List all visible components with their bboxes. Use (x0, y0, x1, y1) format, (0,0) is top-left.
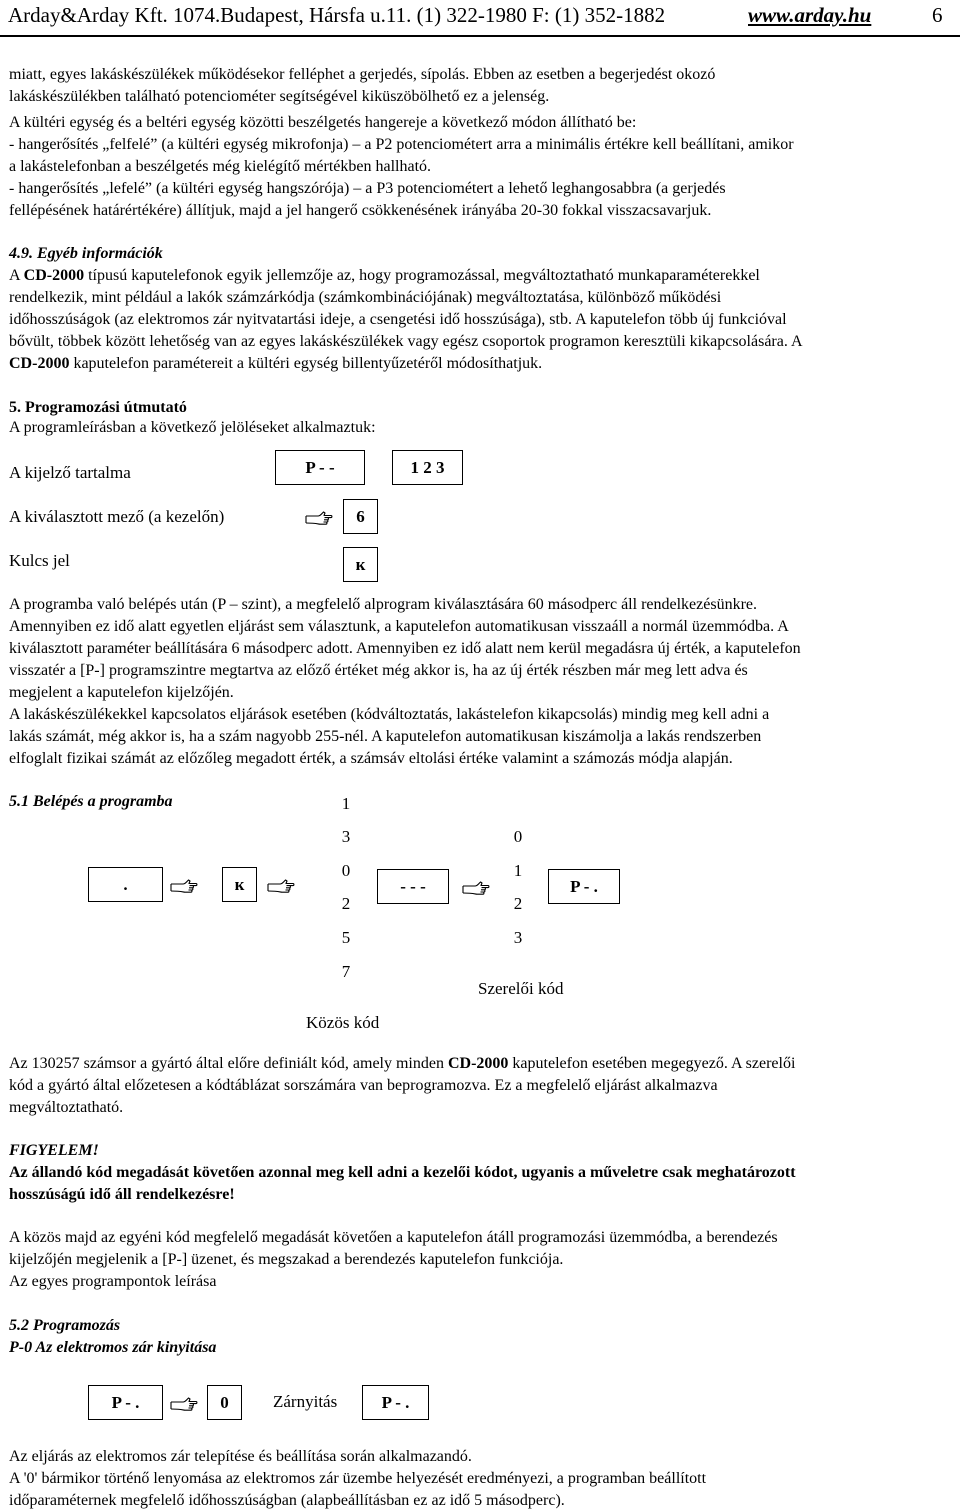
s49-line: A CD-2000 típusú kaputelefonok egyik jellemzője az, hogy programozással, megváltoztatható munkaparaméterekkel (9, 267, 760, 284)
legend-selected-label: A kiválasztott mező (a kezelőn) (9, 507, 225, 526)
s51-p1-line: kód a gyártó által előzetesen a kódtáblázat sorszámára van beprogramozva. Ez a megfelelő eljárást alkalmazva (9, 1077, 718, 1094)
p0-display-box: P - . (88, 1385, 163, 1420)
intro-line: lakáskészülékben található potenciométer segítségével kiküszöbölhető ez a jelenség. (9, 88, 550, 105)
s5-p1-line: kiválasztott paraméter beállítására 6 másodperc adott. Amennyiben ez idő alatt nem kerül megadásra új érték, a kaputelefon (9, 640, 801, 657)
legend-selected-box: 6 (343, 499, 378, 534)
s5-p1-line: visszatér a [P-] programszintre megtartva az előző értéket még akkor is, ha az új érték részben már meg lett adva és (9, 662, 748, 679)
installer-code-digit: 0 (513, 827, 523, 846)
pointing-hand-icon (305, 510, 333, 528)
legend-display-box: 1 2 3 (392, 450, 463, 485)
section-heading-5: 5. Programozási útmutató (9, 399, 187, 416)
intro-line: A kültéri egység és a beltéri egység közötti beszélgetés hangereje a következő módon állítható be: (9, 114, 637, 131)
intro-line: - hangerősítés „lefelé” (a kültéri egység hangszórója) – a P3 potenciométert a lehető leghangosabbra (a gerjedés (9, 180, 726, 197)
dash-display-box: - - - (377, 869, 449, 904)
common-code-digit: 3 (341, 827, 351, 846)
s5-p2-line: elfoglalt fizikai számát az előzőleg megadott érték, a számsáv eltolási értéke valamint a számozás módja alapján. (9, 750, 733, 767)
key-box: к (222, 867, 257, 902)
header-website-link[interactable]: www.arday.hu (748, 3, 872, 27)
section-heading-5-1: 5.1 Belépés a programba (9, 793, 173, 810)
section-heading-4-9: 4.9. Egyéb információk (9, 245, 163, 262)
intro-line: - hangerősítés „felfelé” (a kültéri egység mikrofonja) – a P2 potenciométert arra a minimális értékre kell beállítani, amikor (9, 136, 794, 153)
section-heading-5-2: 5.2 Programozás (9, 1317, 121, 1334)
pointing-hand-icon (462, 880, 490, 898)
common-code-digit: 0 (341, 861, 351, 880)
s52-line: A '0' bármikor történő lenyomása az elektromos zár üzembe helyezését eredményezi, a programban beállított (9, 1470, 707, 1487)
after-line: kijelzőjén megjelenik a [P-] üzenet, és megszakad a berendezés kaputelefon funkciója. (9, 1251, 564, 1268)
s49-line: CD-2000 kaputelefon paramétereit a kültéri egység billentyűzetéről módosíthatjuk. (9, 355, 543, 372)
subsection-heading-p0: P-0 Az elektromos zár kinyitása (9, 1339, 217, 1356)
header-company: Arday&Arday Kft. 1074.Budapest, Hársfa u.11. (1) 322-1980 F: (1) 352-1882 (8, 3, 666, 27)
installer-code-digit: 1 (513, 861, 523, 880)
s5-p1-line: Amennyiben ez idő alatt egyetlen eljárást sem választunk, a kaputelefon automatikusan visszaáll a normál üzemmódba. A (9, 618, 789, 635)
s5-p1-line: A programba való belépés után (P – szint), a megfelelő alprogram kiválasztására 60 másodperc áll rendelkezésünkre. (9, 596, 758, 613)
s5-intro: A programleírásban a következő jelöléseket alkalmaztuk: (9, 419, 376, 436)
s49-line: időhosszúságok (az elektromos zár nyitvatartási ideje, a csengetési idő hosszúsága), stb. A kaputelefon több új funkcióval (9, 311, 787, 328)
pointing-hand-icon (170, 878, 198, 896)
s52-line: Az eljárás az elektromos zár telepítése és beállítása során alkalmazandó. (9, 1448, 472, 1465)
result-display-box: P - . (548, 869, 620, 904)
common-code-digit: 5 (341, 928, 351, 947)
legend-key-label: Kulcs jel (9, 551, 70, 570)
s5-p2-line: A lakáskészülékekkel kapcsolatos eljárások esetében (kódváltoztatás, lakástelefon kikapcsolás) mindig meg kell adni a (9, 706, 770, 723)
after-line: Az egyes programpontok leírása (9, 1273, 217, 1290)
installer-code-label: Szerelői kód (478, 979, 564, 998)
p0-result-box: P - . (362, 1385, 429, 1420)
installer-code-digit: 2 (513, 894, 523, 913)
intro-line: fellépésének határértékére) állítjuk, majd a jel hangerő csökkenésének irányába 20-30 fokkal visszacsavarjuk. (9, 202, 712, 219)
s51-p1-line: megváltoztatható. (9, 1099, 124, 1116)
header-divider (0, 35, 960, 37)
pointing-hand-icon (267, 878, 295, 896)
p0-action-label: Zárnyitás (273, 1392, 338, 1411)
legend-display-label: A kijelző tartalma (9, 463, 131, 482)
s51-p1-line: Az 130257 számsor a gyártó által előre definiált kód, amely minden CD-2000 kaputelefon esetében megegyező. A szerelői (9, 1055, 796, 1072)
page-number: 6 (932, 3, 943, 27)
legend-display-box: P - - (275, 450, 365, 485)
common-code-digit: 1 (341, 794, 351, 813)
common-code-label: Közös kód (306, 1013, 380, 1032)
after-line: A közös majd az egyéni kód megfelelő megadását követően a kaputelefon átáll programozási üzemmódba, a berendezés (9, 1229, 778, 1246)
common-code-digit: 7 (341, 962, 351, 981)
p0-digit-box: 0 (207, 1385, 242, 1420)
common-code-digit: 2 (341, 894, 351, 913)
intro-line: a lakástelefonban a beszélgetés még kielégítő mértékben hallható. (9, 158, 432, 175)
warning-title: FIGYELEM! (9, 1142, 99, 1159)
warning-line: hosszúságú idő áll rendelkezésre! (9, 1186, 235, 1203)
s52-line: időparaméternek megfelelő időhosszúságban (alapbeállításban ez az idő 5 másodperc). (9, 1492, 565, 1509)
s5-p2-line: lakás számát, még akkor is, ha a szám nagyobb 255-nél. A kaputelefon automatikusan kiszámolja a lakás rendszerben (9, 728, 762, 745)
s5-p1-line: megjelent a kaputelefon kijelzőjén. (9, 684, 234, 701)
intro-line: miatt, egyes lakáskészülékek működésekor felléphet a gerjedés, sípolás. Ebben az esetben a begerjedést okozó (9, 66, 716, 83)
pointing-hand-icon (170, 1396, 198, 1414)
start-display-box: . (88, 867, 163, 902)
installer-code-digit: 3 (513, 928, 523, 947)
legend-key-box: к (343, 547, 378, 582)
s49-line: bővült, többek között lehetőség van az egyes lakáskészülékek vagy egész csoportok programon keresztüli kikapcsolására. A (9, 333, 803, 350)
warning-line: Az állandó kód megadását követően azonnal meg kell adni a kezelői kódot, ugyanis a műveletre csak meghatározott (9, 1164, 796, 1181)
s49-line: rendelkezik, mint például a lakók számzárkódja (számkombinációjának) megváltoztatása, különböző működési (9, 289, 722, 306)
